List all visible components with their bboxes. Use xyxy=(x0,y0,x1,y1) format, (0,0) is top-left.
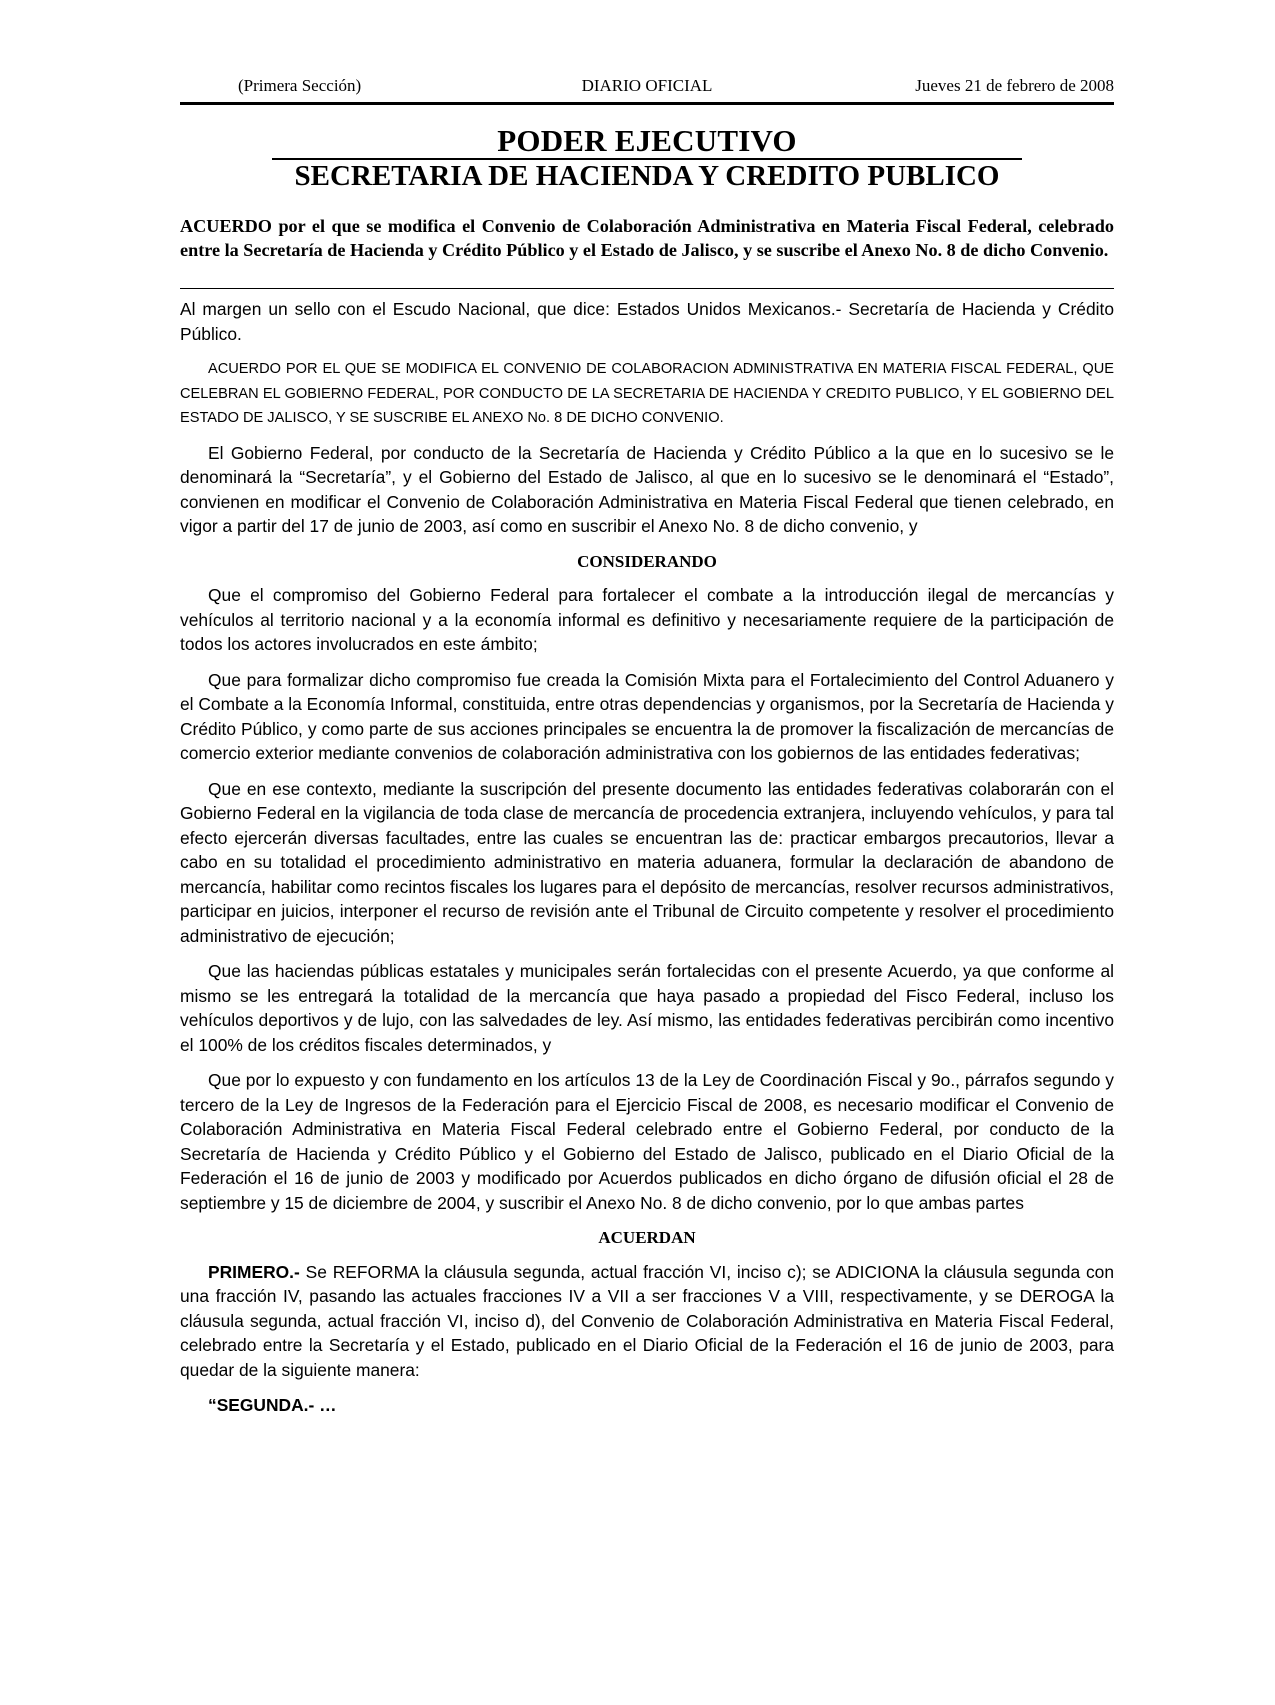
segunda-label: “SEGUNDA.- … xyxy=(208,1395,337,1415)
page-header xyxy=(180,76,1114,104)
considerando-paragraph: Que las haciendas públicas estatales y municipales serán fortalecidas con el presente Acuerdo, ya que conforme al mismo se les entregará la totalidad de la mercancía que haya pasado a propiedad del Fisco Federal, incluso los vehículos deportivos y de lujo, con las salvedades de ley. Así mismo, las entidades federativas percibirán como incentivo el 100% de los créditos fiscales determinados, y xyxy=(180,961,1114,1055)
primero-label: PRIMERO.- xyxy=(208,1261,300,1282)
segunda-paragraph xyxy=(180,1393,1114,1418)
primero-text: Se REFORMA la cláusula segunda, actual fracción VI, inciso c); se ADICIONA la cláusula segunda con una fracción IV, pasando las actuales fracciones IV a VII a ser fracciones V a VIII, respectivamente, y se DEROGA la cláusula segunda, actual fracción VI, inciso d), del Convenio de Colaboración Administrativa en Materia Fiscal Federal, celebrado entre la Secretaría y el Estado, publicado en el Diario Oficial de la Federación el 16 de junio de 2003, para quedar de la siguiente manera: xyxy=(180,1261,1114,1380)
branch-title: PODER EJECUTIVO xyxy=(497,123,797,158)
heading-divider xyxy=(180,288,1114,289)
seal-note: Al margen un sello con el Escudo Nacional, que dice: Estados Unidos Mexicanos.- Secretaría de Hacienda y Crédito Público. xyxy=(180,299,1114,344)
document-body xyxy=(180,297,1114,1429)
header-section: (Primera Sección) xyxy=(238,76,362,95)
considerando-paragraph: Que para formalizar dicho compromiso fue creada la Comisión Mixta para el Fortalecimiento del Control Aduanero y el Combate a la Economía Informal, constituida, entre otras dependencias y organismos, por la Secretaría de Hacienda y Crédito Público, y como parte de sus acciones principales se encuentra la de promover la fiscalización de mercancías de comercio exterior mediante convenios de colaboración administrativa con los gobiernos de las entidades federativas; xyxy=(180,669,1114,763)
secretariat-title: SECRETARIA DE HACIENDA Y CREDITO PUBLICO xyxy=(294,160,1000,192)
considerando-paragraph: Que en ese contexto, mediante la suscripción del presente documento las entidades federativas colaborarán con el Gobierno Federal en la vigilancia de toda clase de mercancía de procedencia extranjera, incluyendo vehículos, y para tal efecto ejercerán diversas facultades, entre las cuales se encuentran las de: practicar embargos precautorios, llevar a cabo en su totalidad el procedimiento administrativo en materia aduanera, formular la declaración de abandono de mercancía, habilitar como recintos fiscales los lugares para el depósito de mercancías, resolver recursos administrativos, participar en juicios, interponer el recurso de revisión ante el Tribunal de Circuito competente y resolver el procedimiento administrativo de ejecución; xyxy=(180,778,1114,946)
header-date: Jueves 21 de febrero de 2008 xyxy=(915,76,1114,95)
caps-title: ACUERDO POR EL QUE SE MODIFICA EL CONVENIO DE COLABORACION ADMINISTRATIVA EN MATERIA FISCAL FEDERAL, QUE CELEBRAN EL GOBIERNO FEDERAL, POR CONDUCTO DE LA SECRETARIA DE HACIENDA Y CREDITO PUBLICO, Y EL GOBIERNO DEL ESTADO DE JALISCO, Y SE SUSCRIBE EL ANEXO No. 8 DE DICHO CONVENIO. xyxy=(180,361,1114,426)
intro-paragraph: El Gobierno Federal, por conducto de la Secretaría de Hacienda y Crédito Público a la que en lo sucesivo se le denominará la “Secretaría”, y el Gobierno del Estado de Jalisco, al que en lo sucesivo se le denominará el “Estado”, convienen en modificar el Convenio de Colaboración Administrativa en Materia Fiscal Federal que tienen celebrado, en vigor a partir del 17 de junio de 2003, así como en suscribir el Anexo No. 8 de dicho convenio, y xyxy=(180,442,1114,536)
primero-paragraph xyxy=(180,1260,1114,1383)
acuerdan-heading: ACUERDAN xyxy=(598,1228,696,1247)
decree-heading xyxy=(180,214,1114,262)
considerando-paragraph: Que el compromiso del Gobierno Federal para fortalecer el combate a la introducción ilegal de mercancías y vehículos al territorio nacional y a la economía informal es definitivo y necesariamente requiere de la participación de todos los actores involucrados en este ámbito; xyxy=(180,585,1114,654)
decree-heading-text: por el que se modifica el Convenio de Colaboración Administrativa en Materia Fiscal Federal, celebrado entre la Secretaría de Hacienda y Crédito Público y el Estado de Jalisco, y se suscribe el Anexo No. 8 de dicho Convenio. xyxy=(180,216,1114,260)
considerando-heading: CONSIDERANDO xyxy=(577,551,717,571)
considerando-paragraph: Que por lo expuesto y con fundamento en los artículos 13 de la Ley de Coordinación Fiscal y 9o., párrafos segundo y tercero de la Ley de Ingresos de la Federación para el Ejercicio Fiscal de 2008, es necesario modificar el Convenio de Colaboración Administrativa en Materia Fiscal Federal celebrado entre el Gobierno Federal, por conducto de la Secretaría de Hacienda y Crédito Público y el Gobierno del Estado de Jalisco, publicado en el Diario Oficial de la Federación el 16 de junio de 2003 y modificado por Acuerdos publicados en dicho órgano de difusión oficial el 28 de septiembre y 15 de diciembre de 2004, y suscribir el Anexo No. 8 de dicho convenio, por lo que ambas partes xyxy=(180,1070,1114,1213)
header-newspaper: DIARIO OFICIAL xyxy=(581,76,713,95)
header-divider xyxy=(180,102,1114,105)
decree-lead: ACUERDO xyxy=(180,216,272,236)
